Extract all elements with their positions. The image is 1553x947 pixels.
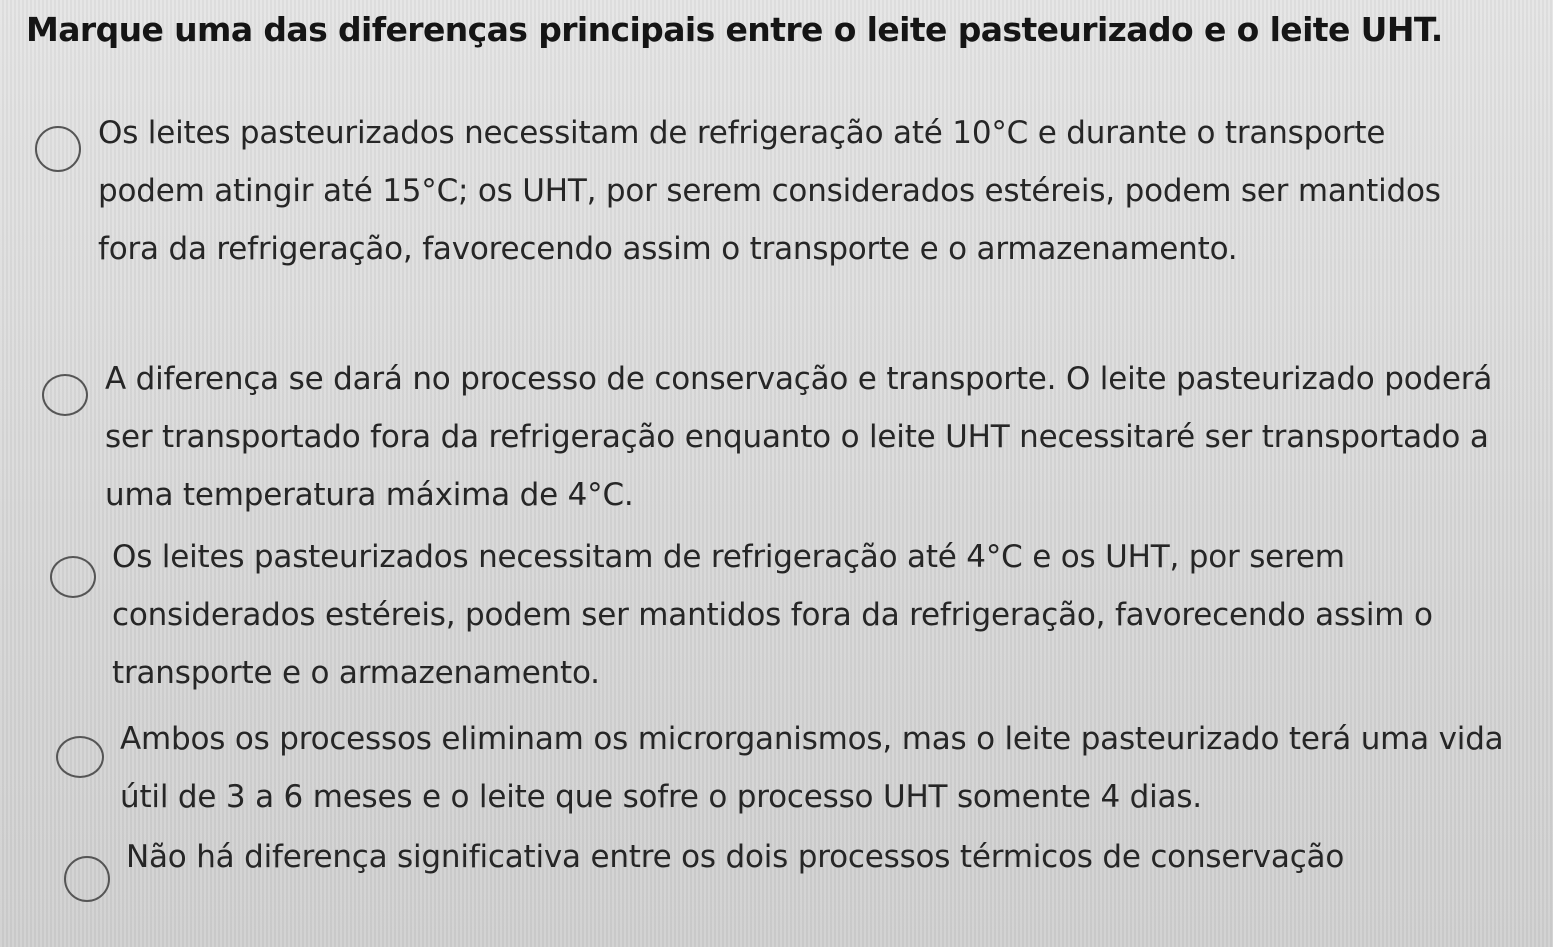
answer-option-2-label[interactable]: A diferença se dará no processo de conservação e transporte. O leite pasteurizado poderá ser transportado fora da refrigeração enquanto o leite UHT necessitaré ser transportado a uma temperatura máxima de 4°C. <box>105 361 1493 513</box>
answer-option-1-label[interactable]: Os leites pasteurizados necessitam de refrigeração até 10°C e durante o transporte podem atingir até 15°C; os UHT, por serem considerados estéreis, podem ser mantidos fora da refrigeração, favorecendo assim o transporte e o armazenamento. <box>98 115 1441 267</box>
radio-button-icon[interactable] <box>56 736 104 778</box>
answer-option-5-label[interactable]: Não há diferença significativa entre os dois processos térmicos de conservação <box>126 839 1345 875</box>
radio-button-icon[interactable] <box>64 856 110 902</box>
answer-option-4-label[interactable]: Ambos os processos eliminam os microrganismos, mas o leite pasteurizado terá uma vida útil de 3 a 6 meses e o leite que sofre o processo UHT somente 4 dias. <box>120 721 1504 815</box>
question-text: Marque uma das diferenças principais entre o leite pasteurizado e o leite UHT. <box>26 10 1443 49</box>
radio-button-icon[interactable] <box>42 374 88 416</box>
answer-option-3-label[interactable]: Os leites pasteurizados necessitam de refrigeração até 4°C e os UHT, por serem considerados estéreis, podem ser mantidos fora da refrigeração, favorecendo assim o transporte e o armazenamento. <box>112 539 1433 691</box>
radio-button-icon[interactable] <box>35 126 81 172</box>
radio-button-icon[interactable] <box>50 556 96 598</box>
